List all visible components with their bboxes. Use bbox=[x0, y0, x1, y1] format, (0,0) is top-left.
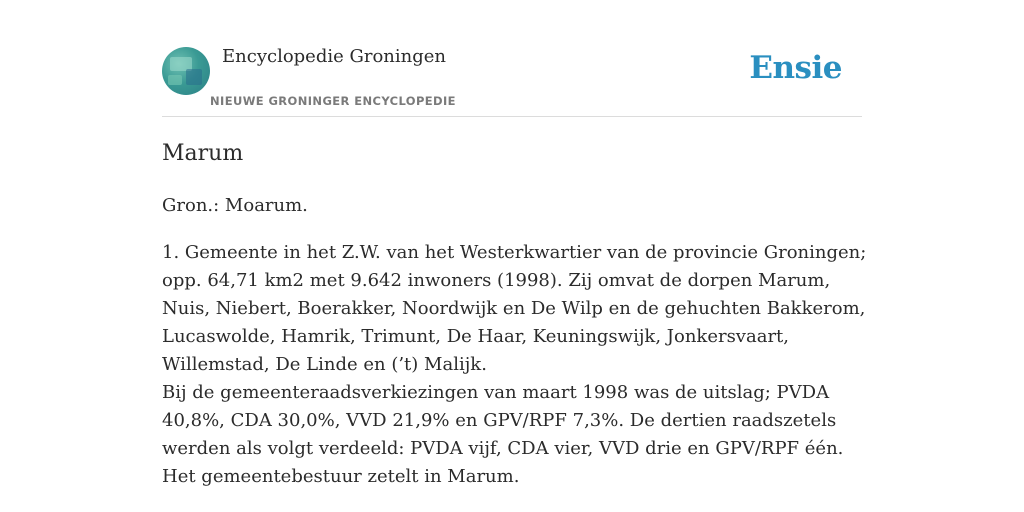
entry-paragraph: Bij de gemeenteraadsverkiezingen van maart 1998 was de uitslag; PVDA 40,8%, CDA 30,0%, VVD 21,9% en GPV/RPF 7,3%. De dertien raadszetels werden als volgt verdeeld: PVDA vijf, CDA vier, VVD drie en GPV/RPF één. Het gemeentebestuur zetelt in Marum. bbox=[162, 382, 844, 487]
logo-map-patch bbox=[186, 69, 202, 85]
entry-paragraph: 1. Gemeente in het Z.W. van het Westerkwartier van de provincie Groningen; opp. 64,71 km2 met 9.642 inwoners (1998). Zij omvat de dorpen Marum, Nuis, Niebert, Boerakker, Noordwijk en De Wilp en de gehuchten Bakkerom, Lucaswolde, Hamrik, Trimunt, De Haar, Keuningswijk, Jonkersvaart, Willemstad, De Linde en (’t) Malijk. bbox=[162, 242, 867, 375]
site-title[interactable]: Encyclopedie Groningen bbox=[222, 46, 447, 67]
encyclopedia-logo[interactable] bbox=[162, 47, 210, 95]
logo-map-patch bbox=[168, 75, 182, 85]
ensie-brand-link[interactable]: Ensie bbox=[749, 50, 842, 86]
site-header bbox=[162, 0, 862, 117]
site-subtitle: NIEUWE GRONINGER ENCYCLOPEDIE bbox=[210, 94, 456, 108]
entry-paragraph: Gron.: Moarum. bbox=[162, 195, 308, 216]
entry-title: Marum bbox=[162, 141, 244, 166]
page-container bbox=[162, 0, 867, 487]
